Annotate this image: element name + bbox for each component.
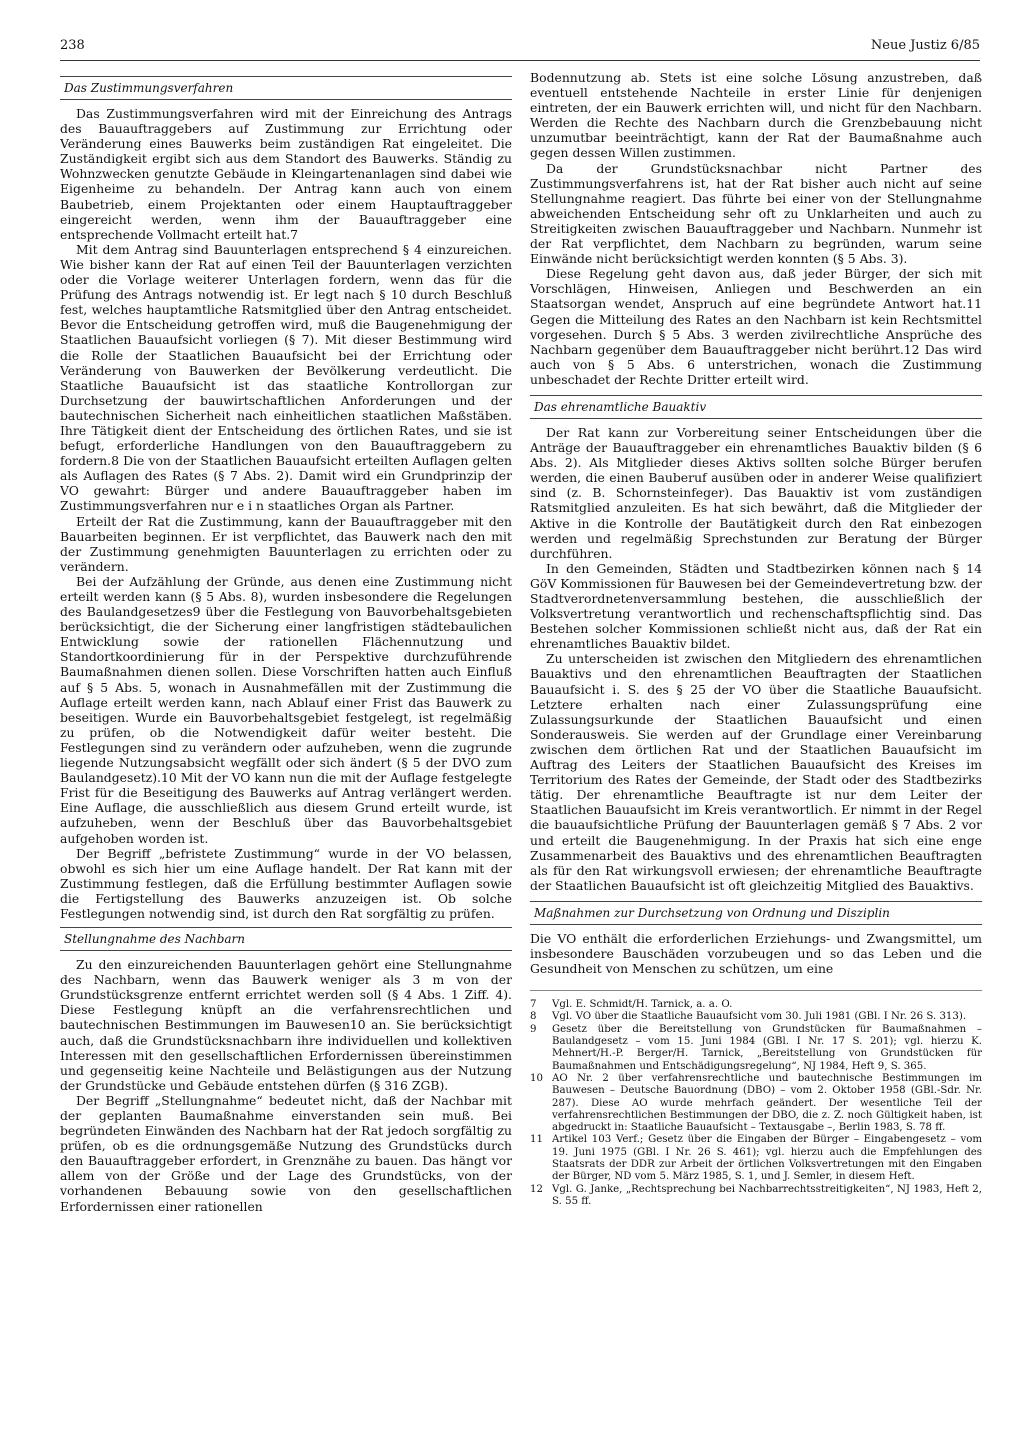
right-column [530, 70, 982, 1430]
paragraph: Zu den einzureichenden Bauunterlagen gehört eine Stellungnahme des Nachbarn, wenn das Bauwerk weniger als 3 m von der Grundstücksgrenze entfernt errichtet werden soll (§ 4 Abs. 1 Ziff. 4). Diese Festlegung knüpft an die verfahrensrechtlichen und bautechnischen Bestimmungen im Bauwesen10 an. Sie berücksichtigt auch, daß die Grundstücksnachbarn ihre individuellen und kollektiven Interessen mit den gesellschaftlichen Erfordernissen übereinstimmen und gegenseitig keine Nachteile und Belästigungen aus der Nutzung der Grundstücke und Gebäude entstehen dürfen (§ 316 ZGB). [60, 957, 512, 1093]
paragraph: Bei der Aufzählung der Gründe, aus denen eine Zustimmung nicht erteilt werden kann (§ 5 Abs. 8), wurden insbesondere die Regelungen des Baulandgesetzes9 über die Festlegung von Bauvorbehaltsgebieten berücksichtigt, die der Sicherung einer langfristigen städtebaulichen Entwicklung sowie der rationellen Flächennutzung und Standortkoordinierung für in der Perspektive durchzuführende Baumaßnahmen dienen sollen. Diese Vorschriften hatten auch Einfluß auf § 5 Abs. 5, wonach in Ausnahmefällen mit der Zustimmung die Auflage erteilt werden kann, nach Ablauf einer Frist das Bauwerk zu beseitigen. Wurde ein Bauvorbehaltsgebiet festgelegt, ist regelmäßig zu prüfen, ob die Notwendigkeit dafür weiter besteht. Die Festlegungen sind zu verändern oder aufzuheben, wenn die zugrunde liegende Nutzungsabsicht wegfällt oder sich ändert (§ 5 der DVO zum Baulandgesetz).10 Mit der VO kann nun die mit der Auflage festgelegte Frist für die Beseitigung des Bauwerks auf Antrag verlängert werden. Eine Auflage, die ausschließlich aus diesem Grund erteilt wurde, ist aufzuheben, wenn der Beschluß über das Bauvorbehaltsgebiet aufgehoben worden ist. [60, 573, 512, 846]
paragraph: Bodennutzung ab. Stets ist eine solche Lösung anzustreben, daß eventuell entstehende Nachteile in erster Linie für denjenigen eintreten, der ein Bauwerk errichten will, und nicht für den Nachbarn. Werden die Rechte des Nachbarn durch die Grenzbebauung nicht unzumutbar beeinträchtigt, kann der Rat der Baumaßnahme auch gegen dessen Willen zustimmen. [530, 70, 982, 161]
footnote-number: 8 [530, 1011, 537, 1023]
section-heading: Das ehrenamtliche Bauaktiv [530, 395, 982, 419]
paragraph: In den Gemeinden, Städten und Stadtbezirken können nach § 14 GöV Kommissionen für Bauwesen bei der Gemeindevertretung bzw. der Stadtverordnetenversammlung bestehen, die ausschließlich der Volksvertretung verantwortlich und rechenschaftspflichtig sind. Das Bestehen solcher Kommissionen schließt nicht aus, daß der Rat ein ehrenamtliches Bauaktiv bildet. [530, 560, 982, 652]
paragraph: Mit dem Antrag sind Bauunterlagen entsprechend § 4 einzureichen. Wie bisher kann der Rat auf einen Teil der Bauunterlagen verzichten oder die Vorlage weiterer Unterlagen fordern, wenn das für die Prüfung des Antrags notwendig ist. Er legt nach § 10 durch Beschluß fest, welches hauptamtliche Ratsmitglied über den Antrag entscheidet. Bevor die Entscheidung getroffen wird, muß die Baugenehmigung der Staatlichen Bauaufsicht vorliegen (§ 7). Mit dieser Bestimmung wird die Rolle der Staatlichen Bauaufsicht bei der Errichtung oder Veränderung von Bauwerken der Bevölkerung verdeutlicht. Die Staatliche Bauaufsicht ist das staatliche Kontrollorgan zur Durchsetzung der bauwirtschaftlichen Anforderungen und der bautechnischen Sicherheit nach einheitlichen staatlichen Maßstäben. Ihre Tätigkeit dient der Entscheidung des örtlichen Rates, und sie ist befugt, erforderliche Handlungen von den Bauauftraggebern zu fordern.8 Die von der Staatlichen Bauaufsicht erteilten Auflagen gelten als Auflagen des Rates (§ 7 Abs. 2). Damit wird ein Grundprinzip der VO gewahrt: Bürger und andere Bauauftraggeber haben im Zustimmungsverfahren nur e i n staatliches Organ als Partner. [60, 241, 512, 514]
paragraph: Diese Regelung geht davon aus, daß jeder Bürger, der sich mit Vorschlägen, Hinweisen, Anliegen und Beschwerden an ein Staatsorgan wendet, Anspruch auf eine begründete Antwort hat.11 Gegen die Mitteilung des Rates an den Nachbarn ist kein Rechtsmittel vorgesehen. Durch § 5 Abs. 3 werden zivilrechtliche Ansprüche des Nachbarn gegenüber dem Bauauftraggeber nicht berührt.12 Das wird auch von § 5 Abs. 6 unterstrichen, wonach die Zustimmung unbeschadet der Rechte Dritter erteilt wird. [530, 266, 982, 387]
footnote [530, 999, 982, 1011]
paragraph: Der Begriff „Stellungnahme“ bedeutet nicht, daß der Nachbar mit der geplanten Baumaßnahme einverstanden sein muß. Bei begründeten Einwänden des Nachbarn hat der Rat jedoch sorgfältig zu prüfen, ob es die ordnungsgemäße Nutzung des Grundstücks durch den Bauauftraggeber erfordert, in Grenznähe zu bauen. Das hängt vor allem von der Größe und der Lage des Grundstücks, von der vorhandenen Bebauung sowie von den gesellschaftlichen Erfordernissen einer rationellen [60, 1092, 512, 1214]
paragraph: Das Zustimmungsverfahren wird mit der Einreichung des Antrags des Bauauftraggebers auf Zustimmung zur Errichtung oder Veränderung eines Bauwerks beim zuständigen Rat eingeleitet. Die Zuständigkeit ergibt sich aus dem Standort des Bauwerks. Ständig zu Wohnzwecken genutzte Gebäude in Kleingartenanlagen sind dabei wie Eigenheime zu behandeln. Der Antrag kann auch von einem Baubetrieb, einem Projektanten oder einem Hauptauftraggeber eingereicht werden, wenn ihm der Bauauftraggeber eine entsprechende Vollmacht erteilt hat.7 [60, 106, 512, 242]
paragraph: Erteilt der Rat die Zustimmung, kann der Bauauftraggeber mit den Bauarbeiten beginnen. Er ist verpflichtet, das Bauwerk nach den mit der Zustimmung genehmigten Bauunterlagen zu errichten oder zu verändern. [60, 513, 512, 574]
footnote-text: Vgl. G. Janke, „Rechtsprechung bei Nachbarrechtsstreitigkeiten“, NJ 1983, Heft 2, S. 55 ff. [552, 1183, 982, 1207]
footnote-text: Vgl. E. Schmidt/H. Tarnick, a. a. O. [552, 999, 733, 1011]
journal-page [60, 30, 980, 1430]
section-heading: Stellungnahme des Nachbarn [60, 927, 512, 951]
paragraph: Der Rat kann zur Vorbereitung seiner Entscheidungen über die Anträge der Bauauftraggeber ein ehrenamtliches Bauaktiv bilden (§ 6 Abs. 2). Als Mitglieder dieses Aktivs sollten solche Bürger berufen werden, die einen Bauberuf ausüben oder in anderer Weise qualifiziert sind (z. B. Schornsteinfeger). Das Bauaktiv ist vom zuständigen Ratsmitglied anzuleiten. Es hat sich bewährt, daß die Mitglieder der Aktive in die Kontrolle der Bautätigkeit durch den Rat einbezogen werden und regelmäßig Sprechstunden zur Beratung der Bürger durchführen. [530, 424, 982, 561]
footnote [530, 1024, 982, 1073]
left-column [60, 70, 512, 1430]
paragraph: Der Begriff „befristete Zustimmung“ wurde in der VO belassen, obwohl es sich hier um eine Auflage handelt. Der Rat kann mit der Zustimmung festlegen, daß die Erfüllung bestimmter Auflagen sowie die Fertigstellung des Bauwerks anzuzeigen ist. Ob solche Festlegungen notwendig sind, ist durch den Rat sorgfältig zu prüfen. [60, 845, 512, 921]
footnote-number: 12 [530, 1183, 543, 1195]
footnote-number: 11 [530, 1134, 543, 1146]
footnote [530, 1073, 982, 1134]
footnote-number: 9 [530, 1023, 537, 1035]
journal-issue: Neue Justiz 6/85 [870, 38, 980, 53]
footnote [530, 1134, 982, 1183]
footnote-text: Artikel 103 Verf.; Gesetz über die Eingaben der Bürger – Eingabengesetz – vom 19. Juni 1975 (GBl. I Nr. 26 S. 461); vgl. hierzu auch die Empfehlungen des Staatsrats der DDR zur Arbeit der örtlichen Volksvertretungen mit den Eingaben der Bürger, ND vom 5. März 1985, S. 1, und J. Semler, in diesem Heft. [552, 1134, 982, 1183]
paragraph: Da der Grundstücksnachbar nicht Partner des Zustimmungsverfahrens ist, hat der Rat bisher auch nicht auf seine Stellungnahme reagiert. Das führte bei einer von der Stellungnahme abweichenden Entscheidung sehr oft zu Unklarheiten und auch zu Streitigkeiten zwischen Bauauftraggeber und Nachbarn. Nunmehr ist der Rat verpflichtet, dem Nachbarn zu begründen, warum seine Einwände nicht berücksichtigt werden konnten (§ 5 Abs. 3). [530, 160, 982, 267]
footnote [530, 1184, 982, 1209]
footnote-number: 10 [530, 1072, 543, 1084]
page-number: 238 [60, 38, 85, 53]
section-heading: Das Zustimmungsverfahren [60, 76, 512, 100]
page-header [60, 38, 980, 61]
footnote-text: Gesetz über die Bereitstellung von Grundstücken für Baumaßnahmen – Baulandgesetz – vom 15. Juni 1984 (GBl. I Nr. 17 S. 201); vgl. hierzu K. Mehnert/H.-P. Berger/H. Tarnick, „Bereitstellung von Grundstücken für Baumaßnahmen und Entschädigungsregelung“, NJ 1984, Heft 9, S. 365. [552, 1023, 982, 1072]
footnote [530, 1011, 982, 1023]
footnote-text: AO Nr. 2 über verfahrensrechtliche und bautechnische Bestimmungen im Bauwesen – Deutsche Bauordnung (DBO) – vom 2. Oktober 1958 (GBl.-Sdr. Nr. 287). Diese AO wurde mehrfach geändert. Der wesentliche Teil der verfahrensrechtlichen Bestimmungen der DBO, die z. Z. noch Gültigkeit haben, ist abgedruckt in: Staatliche Bauaufsicht – Textausgabe –, Berlin 1983, S. 78 ff. [552, 1072, 982, 1134]
footnote-text: Vgl. VO über die Staatliche Bauaufsicht vom 30. Juli 1981 (GBl. I Nr. 26 S. 313). [552, 1011, 967, 1023]
footnote-number: 7 [530, 999, 537, 1011]
paragraph: Die VO enthält die erforderlichen Erziehungs- und Zwangsmittel, um insbesondere Bauschäden vorzubeugen und so das Leben und die Gesundheit von Menschen zu schützen, um eine [530, 930, 982, 977]
section-heading: Maßnahmen zur Durchsetzung von Ordnung und Disziplin [530, 901, 982, 925]
paragraph: Zu unterscheiden ist zwischen den Mitgliedern des ehrenamtlichen Bauaktivs und den ehrenamtlichen Beauftragten der Staatlichen Bauaufsicht i. S. des § 25 der VO über die Staatliche Bauaufsicht. Letztere erhalten nach einer Zulassungsprüfung eine Zulassungsurkunde der Staatlichen Bauaufsicht und einen Sonderausweis. Sie werden auf der Grundlage einer Vereinbarung zwischen dem örtlichen Rat und der Staatlichen Bauaufsicht im Auftrag des Leiters der Staatlichen Bauaufsicht des Kreises im Territorium des Rates der Gemeinde, der Stadt oder des Stadtbezirks tätig. Der ehrenamtliche Beauftragte ist nur dem Leiter der Staatlichen Bauaufsicht im Kreis verantwortlich. Er nimmt in der Regel die bauaufsichtliche Prüfung der Bauunterlagen gemäß § 7 Abs. 2 vor und erteilt die Baugenehmigung. In der Praxis hat sich eine enge Zusammenarbeit des Bauaktivs und des ehrenamtlichen Beauftragten als für den Rat wirkungsvoll erwiesen; der ehrenamtliche Beauftragte der Staatlichen Bauaufsicht ist oft gleichzeitig Mitglied des Bauaktivs. [530, 651, 982, 893]
footnotes [530, 990, 982, 1208]
